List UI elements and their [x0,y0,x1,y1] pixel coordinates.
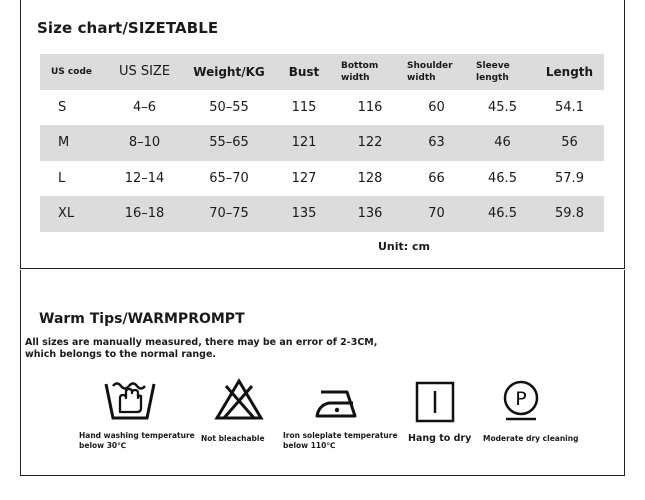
cell-bust: 135 [291,206,317,222]
care-label-hang-dry: Hang to dry [408,433,472,444]
cell-sleeve-length: 46.5 [488,170,517,186]
tips-text-line-1: All sizes are manually measured, there may be an error of 2-3CM, [25,337,378,348]
cell-length: 56 [561,135,578,151]
header-shoulder-width: Shoulder width [407,60,453,83]
cell-length: 57.9 [555,170,584,186]
not-bleach-icon [214,378,264,422]
header-bottom-width: Bottom width [341,60,379,83]
care-label-dry-clean: Moderate dry cleaning [483,434,579,443]
care-label-hand-wash: Hand washing temperature below 30℃ [79,431,195,450]
cell-shoulder-width: 60 [428,99,445,115]
header-bust: Bust [288,64,320,79]
cell-us-size: 8–10 [128,135,161,151]
cell-shoulder-width: 70 [428,206,445,222]
iron-icon [315,383,363,419]
hand-wash-icon [104,378,156,422]
cell-us-size: 12–14 [124,170,165,186]
dry-clean-p-icon [499,378,543,422]
table-header-row [40,54,604,90]
header-us-code: US code [51,66,92,77]
cell-bottom-width: 136 [357,206,383,222]
header-length: Length [545,64,594,79]
table-row [40,125,604,161]
cell-weight: 65–70 [209,170,249,186]
header-weight: Weight/KG [193,64,265,79]
cell-length: 54.1 [555,99,584,115]
cell-sleeve-length: 46.5 [488,206,517,222]
cell-bust: 127 [291,170,317,186]
cell-us-size: 4–6 [132,99,157,115]
svg-text:P: P [515,388,527,410]
cell-bottom-width: 122 [357,135,383,151]
cell-us-code: L [58,170,66,186]
cell-weight: 55–65 [209,135,249,151]
hang-dry-icon [415,381,455,423]
cell-weight: 70–75 [209,206,249,222]
cell-us-code: M [58,135,70,151]
cell-us-code: XL [58,206,75,222]
cell-length: 59.8 [555,206,584,222]
size-table [40,54,604,232]
cell-shoulder-width: 63 [428,135,445,151]
table-row [40,90,604,126]
table-row [40,196,604,232]
care-label-not-bleach: Not bleachable [201,434,265,443]
cell-sleeve-length: 45.5 [488,99,517,115]
cell-us-code: S [58,99,67,115]
warm-tips-title: Warm Tips/WARMPROMPT [39,311,245,327]
cell-bottom-width: 128 [357,170,383,186]
cell-us-size: 16–18 [124,206,165,222]
header-sleeve-length: Sleeve length [476,60,510,83]
cell-bust: 115 [291,99,317,115]
cell-weight: 50–55 [209,99,249,115]
tips-text-line-2: which belongs to the normal range. [25,349,217,360]
care-label-iron: Iron soleplate temperature below 110℃ [283,431,398,450]
size-chart-title: Size chart/SIZETABLE [37,19,219,37]
cell-sleeve-length: 46 [494,135,511,151]
cell-bottom-width: 116 [357,99,383,115]
unit-label: Unit: cm [378,240,431,253]
table-row [40,161,604,197]
cell-bust: 121 [291,135,317,151]
cell-shoulder-width: 66 [428,170,445,186]
header-us-size: US SIZE [118,64,171,80]
